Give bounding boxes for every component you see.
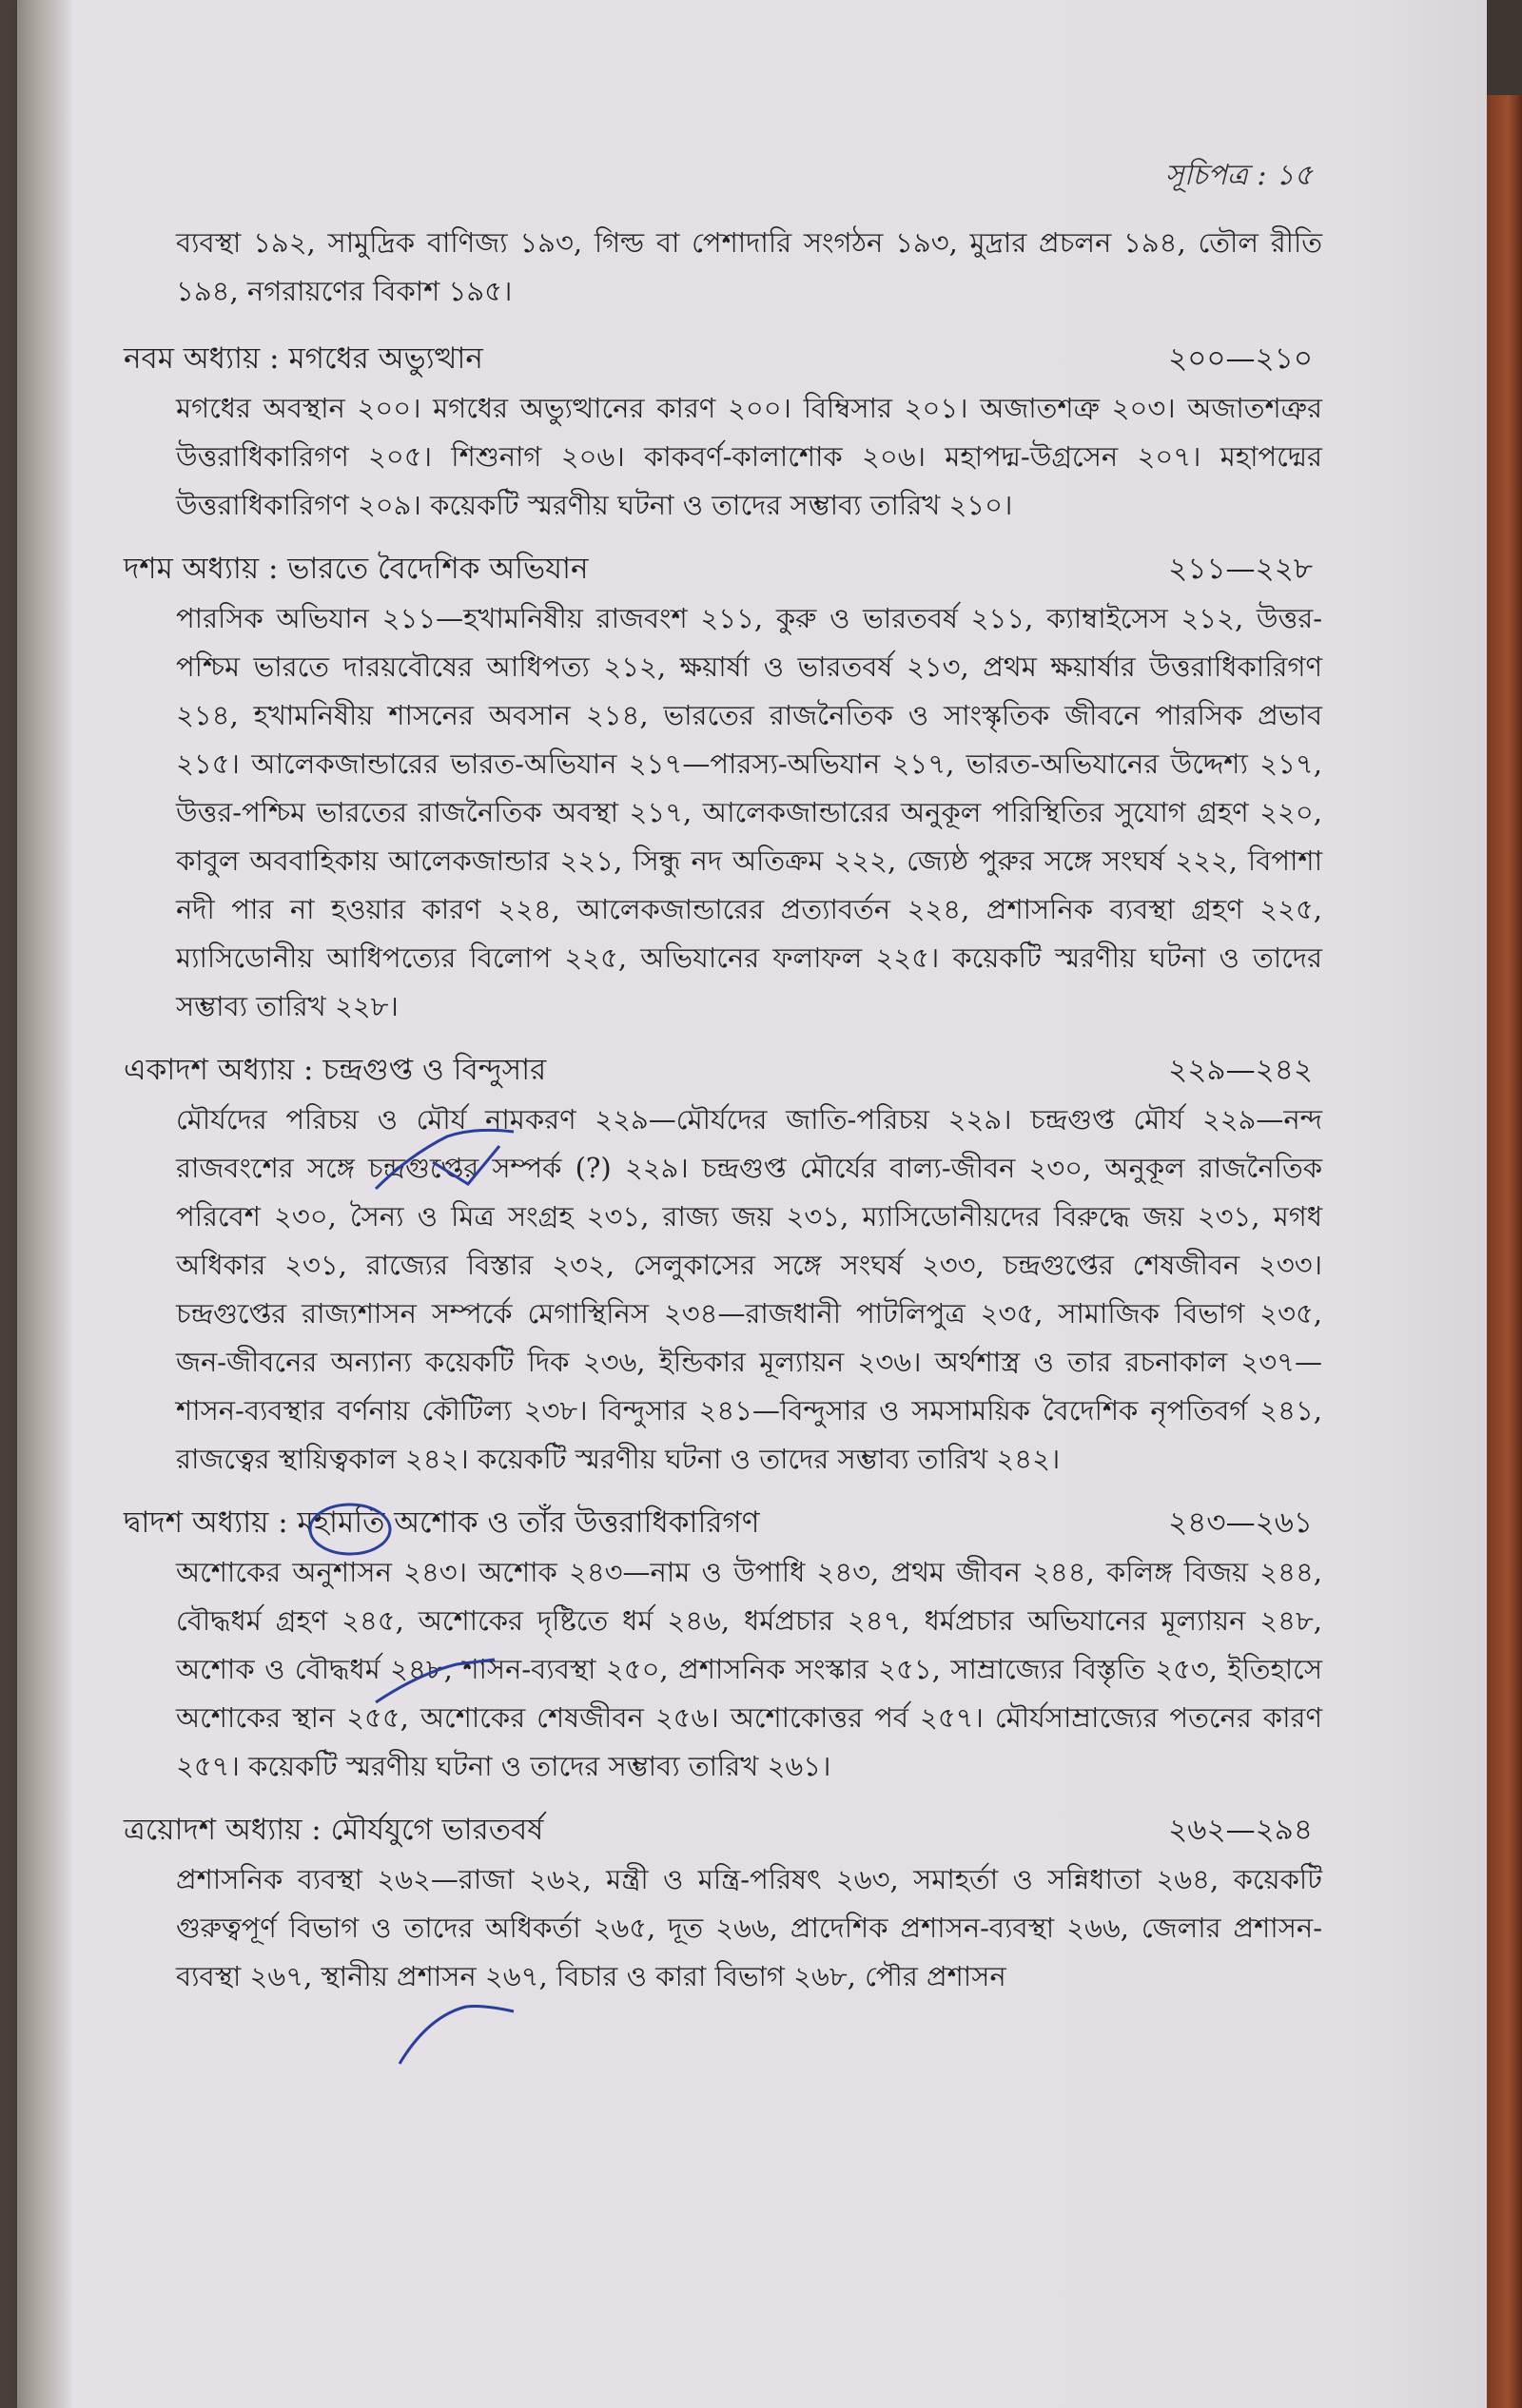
book-cover-edge <box>1487 95 1522 2408</box>
chapter-title: দ্বাদশ অধ্যায় : মহামতি অশোক ও তাঁর উত্তরাধিকারিগণ <box>124 1505 760 1540</box>
chapter-heading <box>124 1044 1322 1096</box>
chapter-contents: অশোকের অনুশাসন ২৪৩। অশোক ২৪৩—নাম ও উপাধি ২৪৩, প্রথম জীবন ২৪৪, কলিঙ্গ বিজয় ২৪৪, বৌদ্ধধর্ম গ্রহণ ২৪৫, অশোকের দৃষ্টিতে ধর্ম ২৪৬, ধর্মপ্রচার ২৪৭, ধর্মপ্রচার অভিযানের মূল্যায়ন ২৪৮, অশোক ও বৌদ্ধধর্ম ২৪৮, শাসন-ব্যবস্থা ২৫০, প্রশাসনিক সংস্কার ২৫১, সাম্রাজ্যের বিস্তৃতি ২৫৩, ইতিহাসে অশোকের স্থান ২৫৫, অশোকের শেষজীবন ২৫৬। অশোকোত্তর পর্ব ২৫৭। মৌর্যসাম্রাজ্যের পতনের কারণ ২৫৭। কয়েকটি স্মরণীয় ঘটনা ও তাদের সম্ভাব্য তারিখ ২৬১। <box>176 1556 1322 1782</box>
chapter-title: দশম অধ্যায় : ভারতে বৈদেশিক অভিযান <box>124 552 589 586</box>
page-header: সূচিপত্র : ১৫ <box>1164 159 1313 192</box>
table-of-contents <box>124 219 1322 2014</box>
continued-entry-text: ব্যবস্থা ১৯২, সামুদ্রিক বাণিজ্য ১৯৩, গিল্ড বা পেশাদারি সংগঠন ১৯৩, মুদ্রার প্রচলন ১৯৪, তৌল রীতি ১৯৪, নগরায়ণের বিকাশ ১৯৫। <box>176 226 1322 307</box>
chapter-title: ত্রয়োদশ অধ্যায় : মৌর্যযুগে ভারতবর্ষ <box>124 1813 544 1847</box>
chapter-title: নবম অধ্যায় : মগধের অভ্যুত্থান <box>124 341 483 376</box>
chapter-heading <box>124 333 1322 384</box>
chapter-13 <box>124 1804 1322 2001</box>
chapter-page-range: ২০০—২১০ <box>1168 341 1313 376</box>
background-dark-corner <box>1487 0 1522 95</box>
chapter-contents: মৌর্যদের পরিচয় ও মৌর্য নামকরণ ২২৯—মৌর্যদের জাতি-পরিচয় ২২৯। চন্দ্রগুপ্ত মৌর্য ২২৯—নন্দ রাজবংশের সঙ্গে চন্দ্রগুপ্তের সম্পর্ক (?) ২২৯। চন্দ্রগুপ্ত মৌর্যের বাল্য-জীবন ২৩০, অনুকূল রাজনৈতিক পরিবেশ ২৩০, সৈন্য ও মিত্র সংগ্রহ ২৩১, রাজ্য জয় ২৩১, ম্যাসিডোনীয়দের বিরুদ্ধে জয় ২৩১, মগধ অধিকার ২৩১, রাজ্যের বিস্তার ২৩২, সেলুকাসের সঙ্গে সংঘর্ষ ২৩৩, চন্দ্রগুপ্তের শেষজীবন ২৩৩। চন্দ্রগুপ্তের রাজ্যশাসন সম্পর্কে মেগাস্থিনিস ২৩৪—রাজধানী পাটলিপুত্র ২৩৫, সামাজিক বিভাগ ২৩৫, জন-জীবনের অন্যান্য কয়েকটি দিক ২৩৬, ইন্ডিকার মূল্যায়ন ২৩৬। অর্থশাস্ত্র ও তার রচনাকাল ২৩৭—শাসন-ব্যবস্থার বর্ণনায় কৌটিল্য ২৩৮। বিন্দুসার ২৪১—বিন্দুসার ও সমসাময়িক বৈদেশিক নৃপতিবর্গ ২৪১, রাজত্বের স্থায়িত্বকাল ২৪২। কয়েকটি স্মরণীয় ঘটনা ও তাদের সম্ভাব্য তারিখ ২৪২। <box>176 1103 1322 1475</box>
chapter-page-range: ২৪৩—২৬১ <box>1168 1505 1313 1540</box>
chapter-11 <box>124 1044 1322 1484</box>
chapter-contents: প্রশাসনিক ব্যবস্থা ২৬২—রাজা ২৬২, মন্ত্রী ও মন্ত্রি-পরিষৎ ২৬৩, সমাহর্তা ও সন্নিধাতা ২৬৪, কয়েকটি গুরুত্বপূর্ণ বিভাগ ও তাদের অধিকর্তা ২৬৫, দূত ২৬৬, প্রাদেশিক প্রশাসন-ব্যবস্থা ২৬৬, জেলার প্রশাসন-ব্যবস্থা ২৬৭, স্থানীয় প্রশাসন ২৬৭, বিচার ও কারা বিভাগ ২৬৮, পৌর প্রশাসন <box>176 1863 1322 1992</box>
chapter-10 <box>124 543 1322 1031</box>
chapter-heading <box>124 543 1322 594</box>
chapter-page-range: ২১১—২২৮ <box>1168 552 1313 586</box>
chapter-12 <box>124 1497 1322 1791</box>
page-binding-shadow <box>17 0 74 2408</box>
chapter-page-range: ২৬২—২৯৪ <box>1168 1813 1313 1847</box>
chapter-page-range: ২২৯—২৪২ <box>1168 1053 1313 1087</box>
chapter-heading <box>124 1497 1322 1548</box>
chapter-heading <box>124 1804 1322 1855</box>
chapter-9 <box>124 333 1322 530</box>
chapter-contents: মগধের অবস্থান ২০০। মগধের অভ্যুত্থানের কারণ ২০০। বিম্বিসার ২০১। অজাতশত্রু ২০৩। অজাতশত্রুর উত্তরাধিকারিগণ ২০৫। শিশুনাগ ২০৬। কাকবর্ণ-কালাশোক ২০৬। মহাপদ্ম-উগ্রসেন ২০৭। মহাপদ্মের উত্তরাধিকারিগণ ২০৯। কয়েকটি স্মরণীয় ঘটনা ও তাদের সম্ভাব্য তারিখ ২১০। <box>176 392 1322 521</box>
chapter-contents: পারসিক অভিযান ২১১—হখামনিষীয় রাজবংশ ২১১, কুরু ও ভারতবর্ষ ২১১, ক্যাম্বাইসেস ২১২, উত্তর-পশ্চিম ভারতে দারয়বৌষের আধিপত্য ২১২, ক্ষয়ার্ষা ও ভারতবর্ষ ২১৩, প্রথম ক্ষয়ার্ষার উত্তরাধিকারিগণ ২১৪, হখামনিষীয় শাসনের অবসান ২১৪, ভারতের রাজনৈতিক ও সাংস্কৃতিক জীবনে পারসিক প্রভাব ২১৫। আলেকজান্ডারের ভারত-অভিযান ২১৭—পারস্য-অভিযান ২১৭, ভারত-অভিযানের উদ্দেশ্য ২১৭, উত্তর-পশ্চিম ভারতের রাজনৈতিক অবস্থা ২১৭, আলেকজান্ডারের অনুকূল পরিস্থিতির সুযোগ গ্রহণ ২২০, কাবুল অববাহিকায় আলেকজান্ডার ২২১, সিন্ধু নদ অতিক্রম ২২২, জ্যেষ্ঠ পুরুর সঙ্গে সংঘর্ষ ২২২, বিপাশা নদী পার না হওয়ার কারণ ২২৪, আলেকজান্ডারের প্রত্যাবর্তন ২২৪, প্রশাসনিক ব্যবস্থা গ্রহণ ২২৫, ম্যাসিডোনীয় আধিপত্যের বিলোপ ২২৫, অভিযানের ফলাফল ২২৫। কয়েকটি স্মরণীয় ঘটনা ও তাদের সম্ভাব্য তারিখ ২২৮। <box>176 602 1322 1022</box>
chapter-title: একাদশ অধ্যায় : চন্দ্রগুপ্ত ও বিন্দুসার <box>124 1053 547 1087</box>
